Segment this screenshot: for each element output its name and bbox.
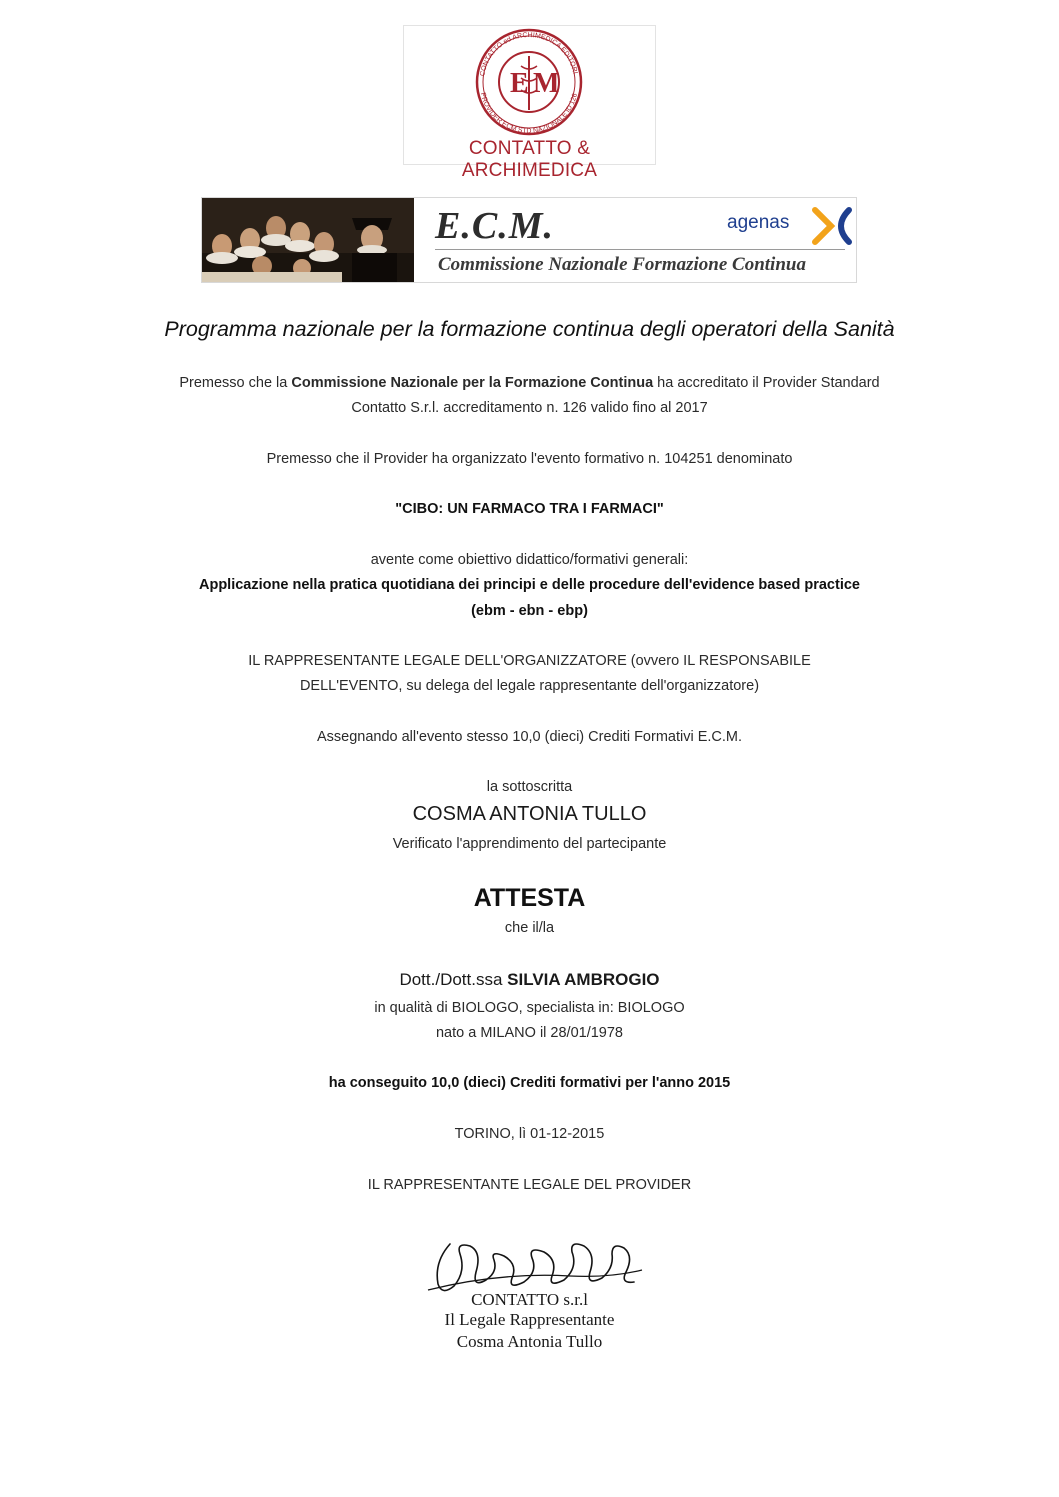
agenas-logo [727,206,857,246]
objective-line-1: Applicazione nella pratica quotidiana dei principi e delle procedure dell'evidence based practice [199,577,860,593]
place-date: TORINO, lì 01-12-2015 [454,1126,605,1142]
commission-name: Commissione Nazionale per la Formazione Continua [291,375,654,391]
participant-birth: nato a MILANO il 28/01/1978 [435,1025,623,1041]
agenas-text: agenas [727,212,790,233]
svg-text:M: M [533,68,560,99]
organizer-legal-rep-line-2: DELL'EVENTO, su delega del legale rappresentante dell'organizzatore) [299,678,760,694]
ecm-banner [201,197,857,283]
objective-intro: avente come obiettivo didattico/formativi generali: [370,552,689,568]
stamp-company: CONTATTO s.r.l [471,1290,588,1309]
ecm-title: E.C.M. [435,205,554,247]
attesta-heading: ATTESTA [473,884,586,912]
verified-text: Verificato l'apprendimento del partecipante [392,836,667,852]
participant-line [0,970,1059,990]
contatto-caption: CONTATTO & ARCHIMEDICA [461,138,598,181]
svg-text:CONTATTO ed ARCHIMEDICA EDITOR: CONTATTO ed ARCHIMEDICA EDITORI [479,31,579,77]
provider-legal-rep-label: IL RAPPRESENTANTE LEGALE DEL PROVIDER [367,1177,692,1193]
document-heading: Programma nazionale per la formazione continua degli operatori della Sanità [164,317,895,341]
organizer-legal-rep-line-1: IL RAPPRESENTANTE LEGALE DELL'ORGANIZZATORE (ovvero IL RESPONSABILE [248,653,811,669]
undersigned-name: COSMA ANTONIA TULLO [412,803,647,825]
svg-text:PROVIDER ECM STD NAZIONALE ID: PROVIDER ECM STD NAZIONALE ID 126 [478,91,579,136]
participant-name: SILVIA AMBROGIO [507,970,660,989]
participant-title: Dott./Dott.ssa [399,970,508,989]
credits-assigned: Assegnando all'evento stesso 10,0 (dieci) Crediti Formativi E.C.M. [316,729,743,745]
che-il-la: che il/la [504,920,555,936]
premise-commission-line [0,375,1059,391]
premise-prefix: Premesso che la [179,375,292,391]
ecm-divider [435,249,845,250]
participant-role: in qualità di BIOLOGO, specialista in: BIOLOGO [374,1000,685,1016]
credits-earned: ha conseguito 10,0 (dieci) Crediti formativi per l'anno 2015 [328,1075,731,1091]
premise-event-line: Premesso che il Provider ha organizzato l'evento formativo n. 104251 denominato [266,451,793,467]
ecm-subtitle: Commissione Nazionale Formazione Continua [438,254,806,275]
agenas-mark-icon [811,206,857,246]
provider-accreditation-line: Contatto S.r.l. accreditamento n. 126 valido fino al 2017 [351,400,708,416]
stamp-role: Il Legale Rappresentante [444,1310,615,1329]
stamp-name: Cosma Antonia Tullo [456,1332,603,1351]
contatto-archimedica-logo [403,25,656,181]
undersigned-label: la sottoscritta [486,779,573,795]
svg-text:E: E [510,68,529,99]
event-title: "CIBO: UN FARMACO TRA I FARMACI" [395,501,664,517]
objective-line-2: (ebm - ebn - ebp) [471,603,588,619]
anatomy-lesson-painting-icon [202,198,414,282]
premise-suffix: ha accreditato il Provider Standard [653,375,880,391]
